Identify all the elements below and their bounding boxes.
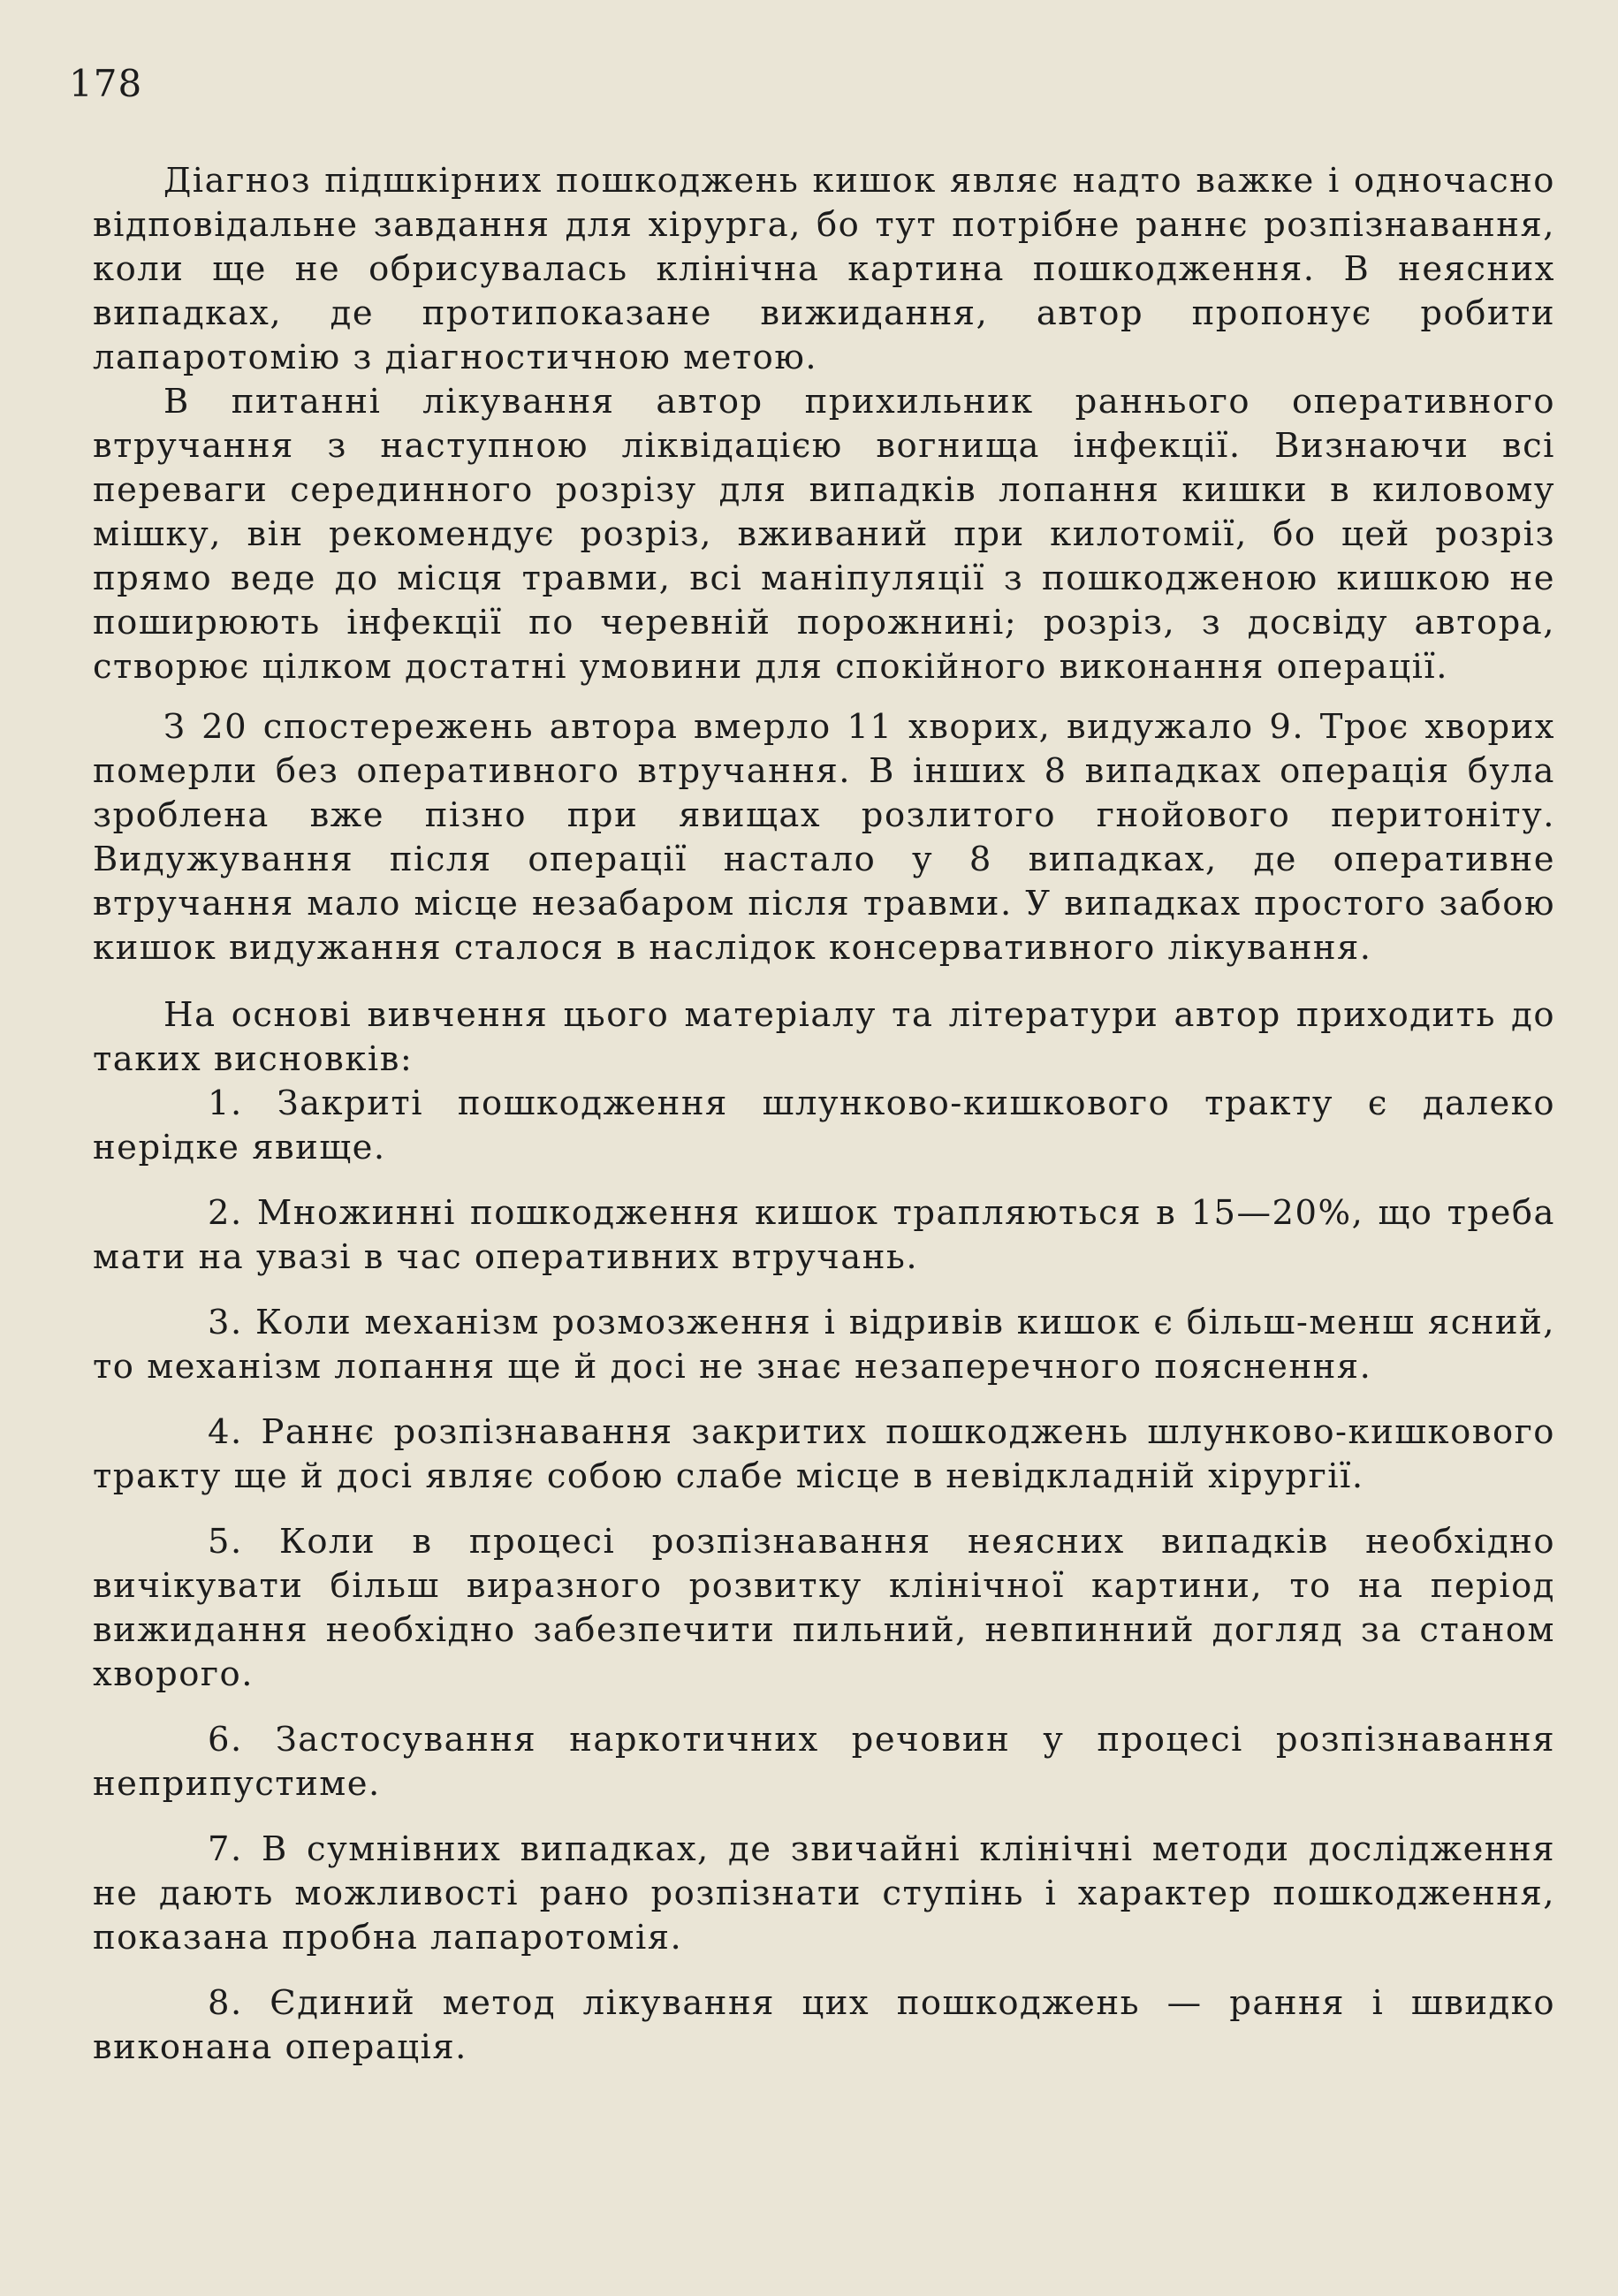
paragraph-diagnosis: Діагноз підшкірних пошкоджень кишок являє надто важке і одночасно відповідальне завдання для хірурга, бо тут потрібне раннє розпізнавання, коли ще не обрисувалась клінічна картина пошкодження. В неясних випадках, де протипоказане вижидання, автор пропонує робити лапаротомію з діагностичною метою. — [93, 161, 1555, 377]
page-text — [93, 159, 1555, 2070]
conclusion-item-7: 7. В сумнівних випадках, де звичайні клінічні методи дослідження не дають можливості рано розпізнати ступінь і характер пошкодження, показана пробна лапаротомія. — [93, 1829, 1555, 1958]
conclusion-item-3: 3. Коли механізм розмозження і відривів кишок є більш-менш ясний, то механізм лопання ще й досі не знає незаперечного пояснення. — [93, 1303, 1555, 1387]
conclusion-item-2: 2. Множинні пошкодження кишок трапляються в 15—20%, що треба мати на увазі в час оперативних втручань. — [93, 1193, 1555, 1277]
conclusion-item-1: 1. Закриті пошкодження шлунково-кишкового тракту є далеко нерідке явище. — [93, 1083, 1555, 1167]
conclusion-item-5: 5. Коли в процесі розпізнавання неясних випадків необхідно вичікувати більш виразного розвитку клінічної картини, то на період вижидання необхідно забезпечити пильний, невпинний догляд за станом хворого. — [93, 1522, 1555, 1694]
paragraph-conclusions-intro: На основі вивчення цього матеріалу та літератури автор приходить до таких висновків: — [93, 995, 1555, 1079]
conclusion-item-8: 8. Єдиний метод лікування цих пошкоджень — рання і швидко виконана операція. — [93, 1983, 1555, 2067]
conclusion-item-4: 4. Раннє розпізнавання закритих пошкоджень шлунково-кишкового тракту ще й досі являє собою слабе місце в невідкладній хірургії. — [93, 1412, 1555, 1496]
paragraph-observations: З 20 спостережень автора вмерло 11 хворих, видужало 9. Троє хворих померли без оперативного втручання. В інших 8 випадках операція була зроблена вже пізно при явищах розлитого гнойового перитоніту. Видужування після операції настало у 8 випадках, де оперативне втручання мало місце незабаром після травми. У випадках простого забою кишок видужання сталося в наслідок консервативного лікування. — [93, 707, 1555, 968]
paragraph-treatment: В питанні лікування автор прихильник раннього оперативного втручання з наступною ліквідацією вогнища інфекції. Визнаючи всі переваги серединного розрізу для випадків лопання кишки в киловому мішку, він рекомендує розріз, вживаний при килотомії, бо цей розріз прямо веде до місця травми, всі маніпуляції з пошкодженою кишкою не поширюють інфекції по черевній порожнині; розріз, з досвіду автора, створює цілком достатні умовини для спокійного виконання операції. — [93, 382, 1555, 687]
conclusion-item-6: 6. Застосування наркотичних речовин у процесі розпізнавання неприпустиме. — [93, 1720, 1555, 1804]
page-number: 178 — [69, 62, 143, 105]
